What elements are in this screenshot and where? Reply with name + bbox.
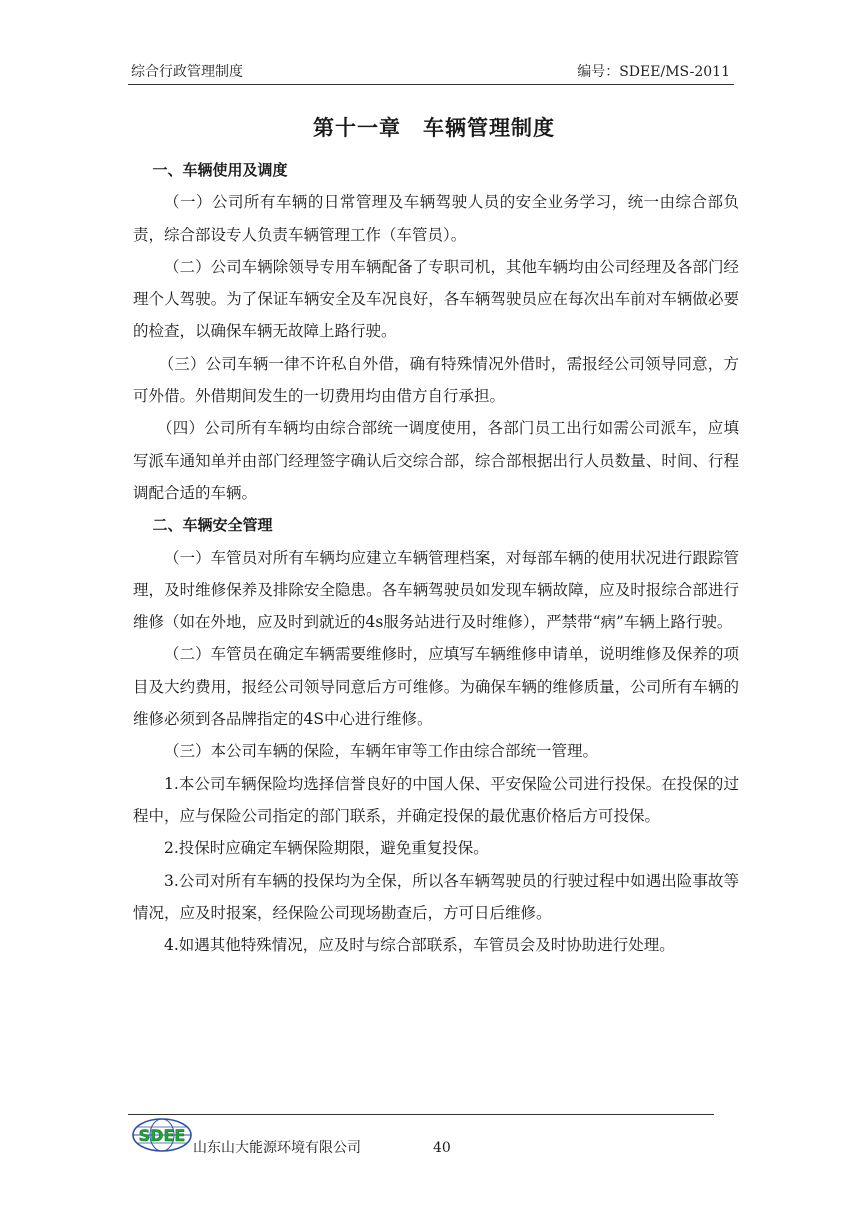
footer-rule xyxy=(128,1114,714,1115)
paragraph: （三）本公司车辆的保险，车辆年审等工作由综合部统一管理。 xyxy=(164,742,599,761)
paragraph: （一）公司所有车辆的日常管理及车辆驾驶人员的安全业务学习，统一由综合部负责，综合部设专人负责车辆管理工作（车管员）。 xyxy=(133,193,739,244)
paragraph: （二）公司车辆除领导专用车辆配备了专职司机，其他车辆均由公司经理及各部门经理个人驾驶。为了保证车辆安全及车况良好，各车辆驾驶员应在每次出车前对车辆做必要的检查，以确保车辆无故障上路行驶。 xyxy=(133,257,739,341)
svg-text:SDEE: SDEE xyxy=(138,1126,186,1145)
header-rule xyxy=(128,84,734,85)
paragraph: 4.如遇其他特殊情况，应及时与综合部联系，车管员会及时协助进行处理。 xyxy=(164,936,675,955)
paragraph: （四）公司所有车辆均由综合部统一调度使用，各部门员工出行如需公司派车，应填写派车通知单并由部门经理签字确认后交综合部，综合部根据出行人员数量、时间、行程调配合适的车辆。 xyxy=(133,419,739,502)
header-left-text: 综合行政管理制度 xyxy=(131,64,243,80)
company-logo xyxy=(131,1117,193,1153)
paragraph: （二）车管员在确定车辆需要维修时，应填写车辆维修申请单，说明维修及保养的项目及大约费用，报经公司领导同意后方可维修。为确保车辆的维修质量，公司所有车辆的维修必须到各品牌指定的4S中心进行维修。 xyxy=(133,645,739,729)
paragraph: （一）车管员对所有车辆均应建立车辆管理档案，对每部车辆的使用状况进行跟踪管理，及时维修保养及排除安全隐患。各车辆驾驶员如发现车辆故障，应及时报综合部进行维修（如在外地，应及时到就近的4s服务站进行及时维修），严禁带“病”车辆上路行驶。 xyxy=(133,548,739,632)
paragraph: 2.投保时应确定车辆保险期限，避免重复投保。 xyxy=(164,839,489,858)
header-document-number: 编号：SDEE/MS-2011 xyxy=(577,64,730,80)
section-heading-2: 二、车辆安全管理 xyxy=(152,516,273,535)
section-heading-1: 一、车辆使用及调度 xyxy=(152,161,288,179)
chapter-title: 第十一章 车辆管理制度 xyxy=(313,116,555,140)
paragraph: 3.公司对所有车辆的投保均为全保，所以各车辆驾驶员的行驶过程中如遇出险事故等情况，应及时报案，经保险公司现场勘查后，方可日后维修。 xyxy=(133,871,739,922)
paragraph: 1.本公司车辆保险均选择信誉良好的中国人保、平安保险公司进行投保。在投保的过程中，应与保险公司指定的部门联系，并确定投保的最优惠价格后方可投保。 xyxy=(133,774,739,825)
footer-company-name: 山东山大能源环境有限公司 xyxy=(193,1140,361,1156)
document-body xyxy=(133,154,739,961)
page-number: 40 xyxy=(433,1140,451,1156)
paragraph: （三）公司车辆一律不许私自外借，确有特殊情况外借时，需报经公司领导同意，方可外借。外借期间发生的一切费用均由借方自行承担。 xyxy=(133,354,739,406)
